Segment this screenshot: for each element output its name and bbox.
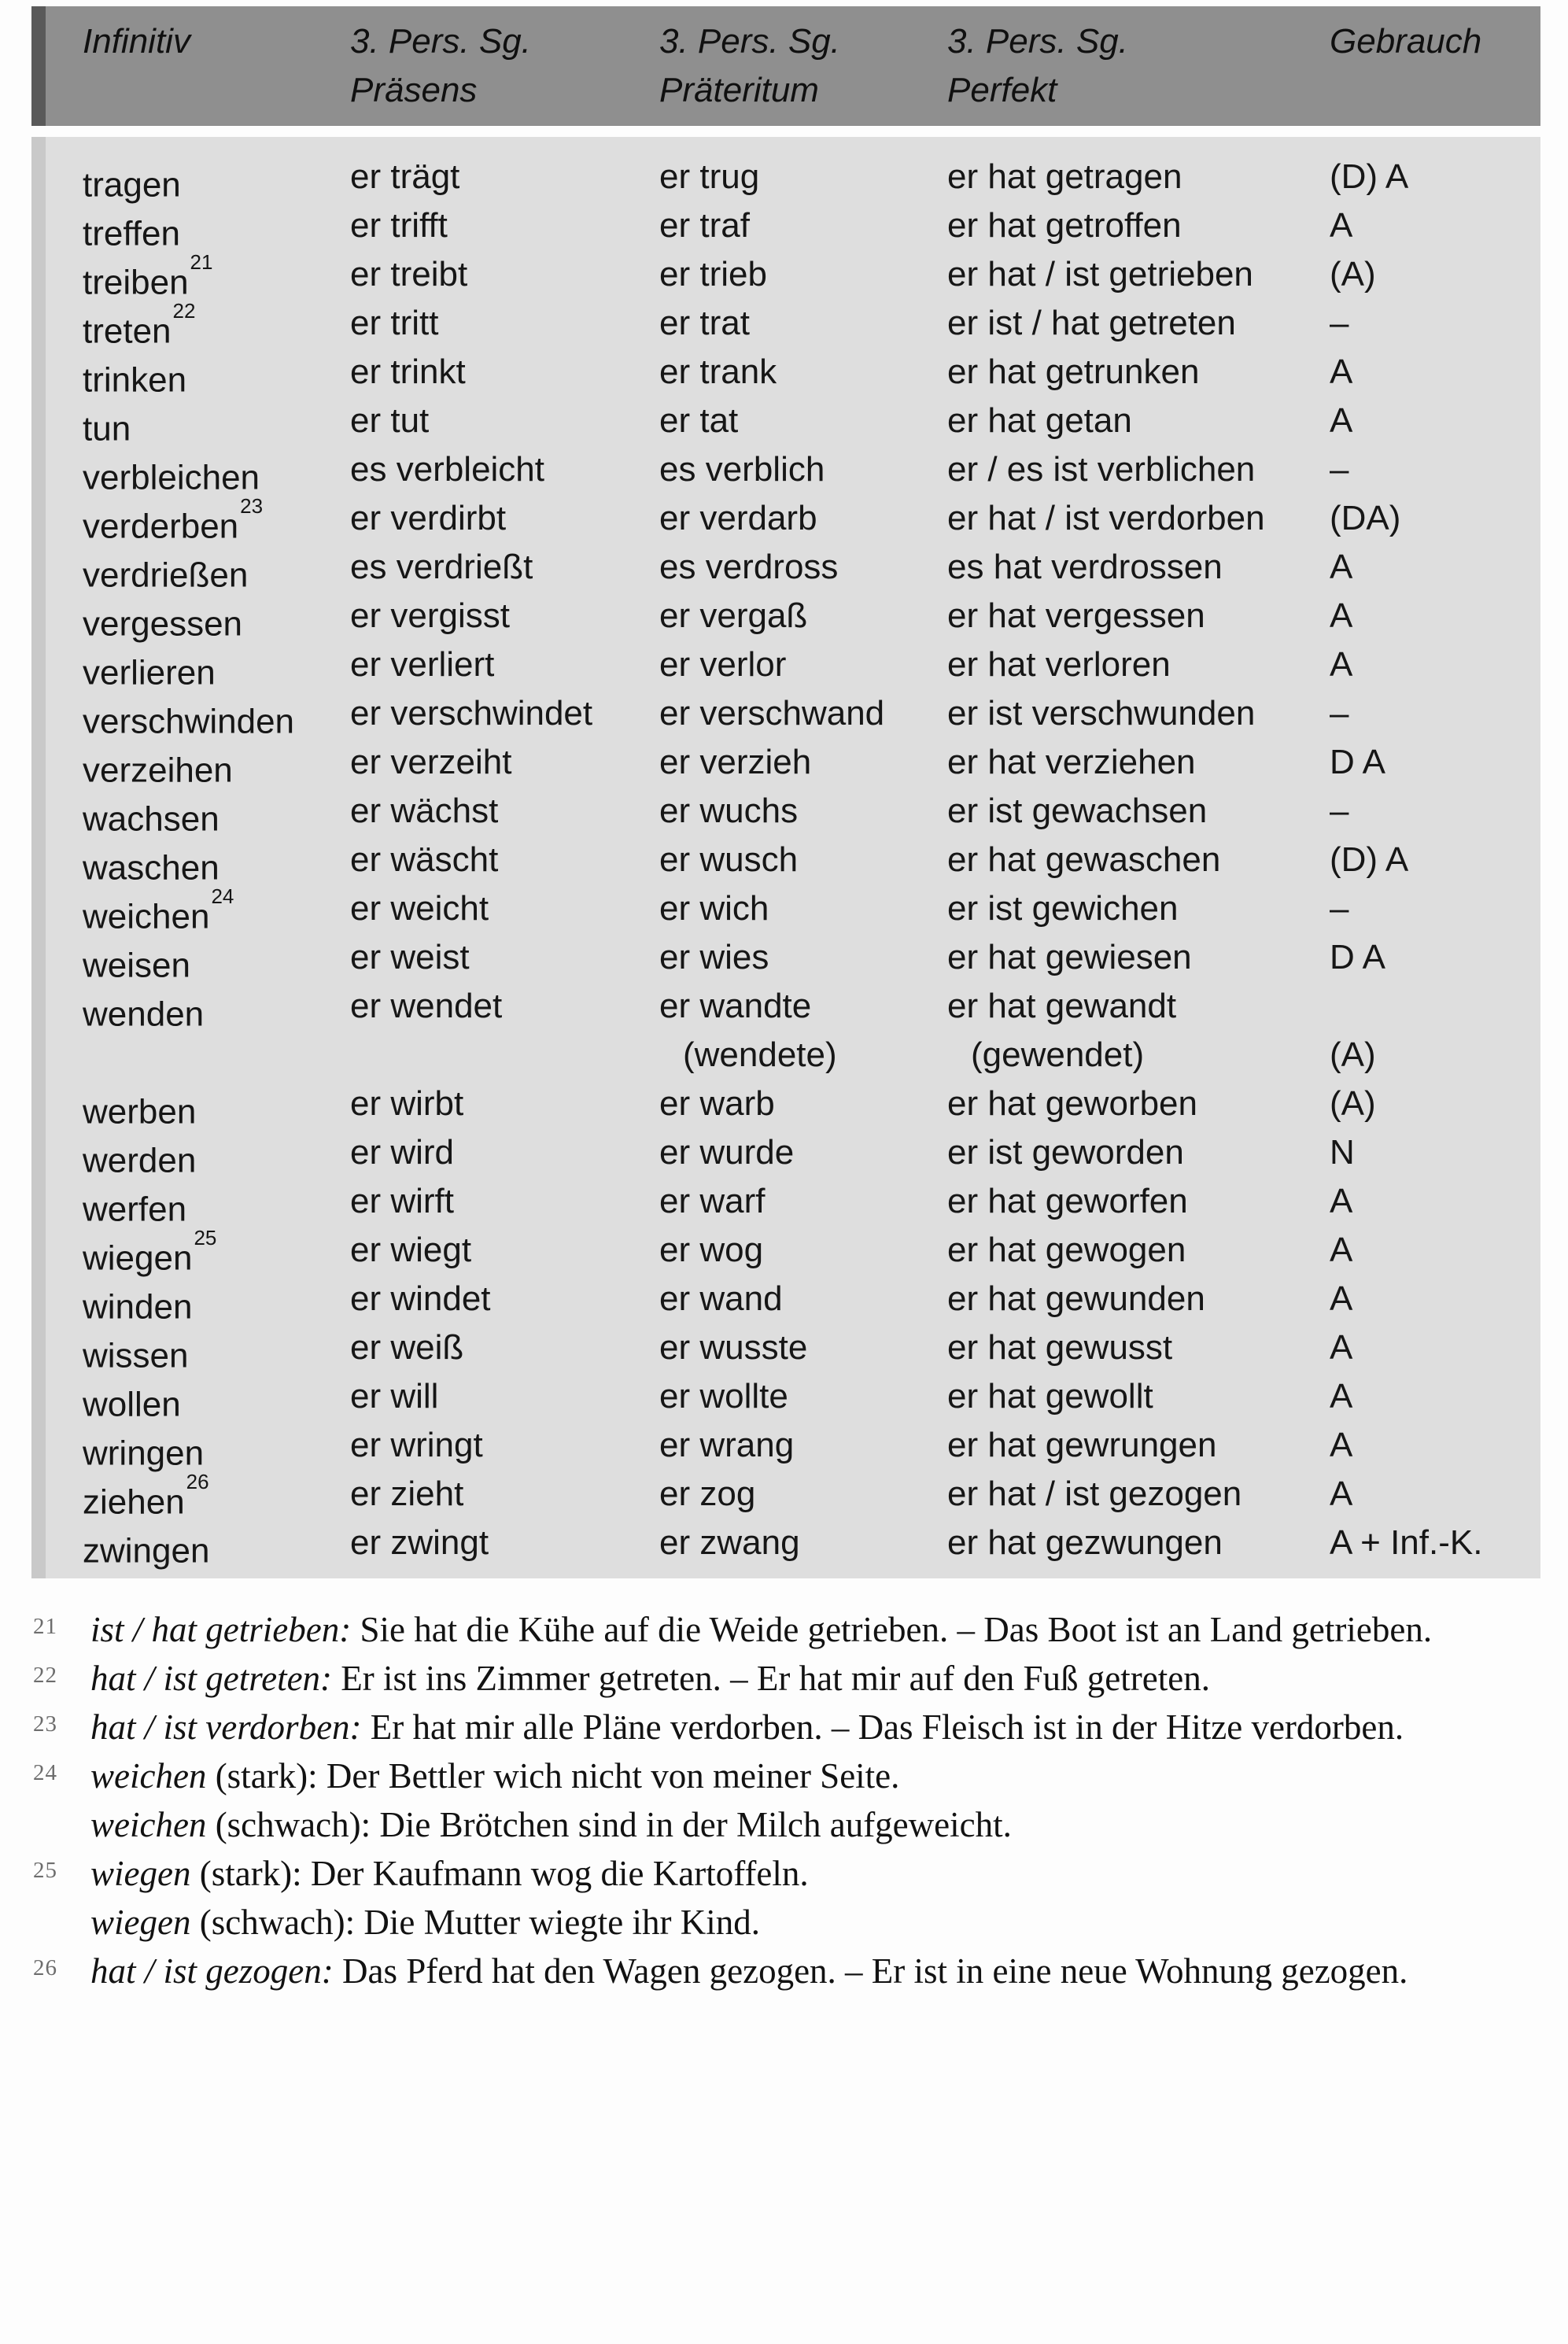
gebrauch-code: –	[1330, 889, 1349, 928]
praesens-form: er treibt	[350, 255, 468, 293]
table-row	[83, 592, 1540, 644]
infinitive-cell	[83, 1519, 350, 1576]
perfekt-form: er hat / ist getrieben	[947, 255, 1253, 293]
infinitive: wenden	[83, 995, 205, 1034]
praesens-form: er weiß	[350, 1328, 464, 1367]
footnote-lead-italic: hat / ist getreten:	[90, 1659, 333, 1698]
praeteritum-form: er wies	[659, 938, 769, 976]
header-line: 3. Pers. Sg.	[947, 22, 1128, 61]
infinitive: wiegen	[83, 1238, 193, 1278]
praeteritum-form: er warb	[659, 1084, 775, 1123]
praesens-form	[350, 1031, 659, 1080]
perfekt-form: er / es ist verblichen	[947, 450, 1256, 489]
infinitive: tun	[83, 409, 131, 448]
header-gebrauch	[1330, 17, 1540, 126]
footnote-text: (schwach): Die Mutter wiegte ihr Kind.	[190, 1903, 761, 1942]
praeteritum-form: er wusch	[659, 840, 799, 879]
gebrauch-code: A	[1330, 1475, 1353, 1513]
header-line: Infinitiv	[83, 22, 190, 61]
table-row	[83, 1275, 1540, 1327]
footnote-line	[90, 1849, 1536, 1898]
perfekt-form: er hat / ist verdorben	[947, 499, 1265, 537]
praeteritum-form: er traf	[659, 206, 750, 245]
footnote-body	[90, 1947, 1536, 1995]
praeteritum-form: er trat	[659, 304, 750, 342]
perfekt-form: er hat gezwungen	[947, 1523, 1223, 1562]
infinitive: vergessen	[83, 604, 243, 644]
praeteritum-form: er verzieh	[659, 743, 812, 781]
gebrauch-code: A	[1330, 1328, 1353, 1367]
footnote-number: 26	[33, 1955, 57, 1980]
praeteritum-form: er wrang	[659, 1426, 795, 1464]
perfekt-form: er hat gewaschen	[947, 840, 1221, 879]
praeteritum-form: er warf	[659, 1182, 766, 1220]
table-row	[83, 1177, 1540, 1229]
infinitive: verbleichen	[83, 458, 260, 497]
perfekt-form: er hat gewusst	[947, 1328, 1173, 1367]
gebrauch-code: A	[1330, 1377, 1353, 1416]
footnote-body	[90, 1849, 1536, 1947]
infinitive: zwingen	[83, 1531, 210, 1571]
footnote-line	[90, 1800, 1536, 1849]
infinitive: weichen	[83, 897, 210, 936]
praesens-form: er weicht	[350, 889, 489, 928]
praeteritum-form: er zog	[659, 1475, 756, 1513]
praesens-form: er wäscht	[350, 840, 499, 879]
praeteritum-form: er tat	[659, 401, 739, 440]
praesens-form: er will	[350, 1377, 439, 1416]
table-row	[83, 884, 1540, 936]
footnote-number: 22	[33, 1663, 57, 1688]
perfekt-form: er hat vergessen	[947, 596, 1205, 635]
header-perfekt	[947, 17, 1330, 126]
footnote-body	[90, 1605, 1536, 1654]
footnote-text: Er hat mir alle Pläne verdorben. – Das Fleisch ist in der Hitze verdorben.	[361, 1707, 1404, 1747]
header-line: Präteritum	[659, 71, 819, 109]
infinitive: werben	[83, 1092, 197, 1131]
table-row	[83, 1226, 1540, 1278]
header-line: Gebrauch	[1330, 22, 1482, 61]
infinitive: werden	[83, 1141, 197, 1180]
gebrauch-code: (A)	[1330, 1035, 1376, 1074]
footnote-lead-italic: wiegen	[90, 1903, 191, 1942]
infinitive: werfen	[83, 1190, 187, 1229]
infinitive: tragen	[83, 165, 181, 205]
gebrauch-code: A	[1330, 401, 1353, 440]
footnote-lead-italic: hat / ist verdorben:	[90, 1707, 362, 1747]
praeteritum-form: er verdarb	[659, 499, 817, 537]
praesens-form: es verdrießt	[350, 548, 533, 586]
perfekt-form: er hat gewandt	[947, 987, 1177, 1025]
header-praesens	[350, 17, 659, 126]
verb-table	[31, 6, 1540, 1578]
perfekt-form: er hat getrunken	[947, 353, 1200, 391]
perfekt-form: er hat getragen	[947, 157, 1182, 196]
footnote-text: (stark): Der Bettler wich nicht von meiner Seite.	[206, 1756, 900, 1796]
table-row	[83, 982, 1540, 1034]
infinitive: verlieren	[83, 653, 216, 692]
perfekt-form: er hat verloren	[947, 645, 1171, 684]
footnotes-section	[31, 1605, 1536, 1995]
infinitive: weisen	[83, 946, 190, 985]
table-row	[83, 933, 1540, 985]
perfekt-form: er hat geworben	[947, 1084, 1197, 1123]
infinitive: winden	[83, 1287, 193, 1327]
footnote-line	[90, 1752, 1536, 1800]
footnote-body	[90, 1654, 1536, 1703]
infinitive: waschen	[83, 848, 220, 888]
praesens-form: er trägt	[350, 157, 460, 196]
gebrauch-code: A	[1330, 645, 1353, 684]
header-infinitiv	[83, 17, 350, 126]
praesens-form: er wendet	[350, 987, 503, 1025]
table-row	[83, 1323, 1540, 1375]
header-line: 3. Pers. Sg.	[659, 22, 840, 61]
praesens-form: er vergisst	[350, 596, 510, 635]
footnote-line	[90, 1703, 1536, 1752]
gebrauch-code: (D) A	[1330, 840, 1409, 879]
infinitive: wringen	[83, 1434, 205, 1473]
table-row	[83, 640, 1540, 692]
footnote-ref: 21	[190, 250, 213, 274]
footnote-line	[90, 1654, 1536, 1703]
praeteritum-form: er wich	[659, 889, 769, 928]
perfekt-form: er hat gewunden	[947, 1279, 1205, 1318]
table-row	[83, 201, 1540, 253]
footnote-ref: 25	[194, 1226, 217, 1250]
perfekt-form: er ist verschwunden	[947, 694, 1256, 733]
praesens-form: er verdirbt	[350, 499, 507, 537]
footnote-lead-italic: ist / hat getrieben:	[90, 1610, 352, 1649]
praeteritum-form: er wuchs	[659, 792, 799, 830]
perfekt-form: er hat gewogen	[947, 1231, 1186, 1269]
footnote-line	[90, 1898, 1536, 1947]
table-row	[83, 153, 1540, 205]
gebrauch-code: –	[1330, 792, 1349, 830]
praesens-form: es verbleicht	[350, 450, 545, 489]
footnote-lead-italic: weichen	[90, 1805, 207, 1844]
footnote	[31, 1605, 1536, 1654]
gebrauch-code: A	[1330, 1426, 1353, 1464]
gebrauch-code: (D) A	[1330, 157, 1409, 196]
table-body	[31, 137, 1540, 1578]
praesens-form: er zieht	[350, 1475, 464, 1513]
infinitive: wissen	[83, 1336, 189, 1375]
footnote-lead-italic: wiegen	[90, 1854, 191, 1893]
perfekt-form: er hat getroffen	[947, 206, 1182, 245]
praesens-form: er wirft	[350, 1182, 454, 1220]
infinitive: treten	[83, 312, 172, 351]
table-header-row	[31, 6, 1540, 126]
perfekt-form: (gewendet)	[971, 1035, 1145, 1074]
table-row	[83, 1031, 1540, 1080]
perfekt-form: er ist gewichen	[947, 889, 1179, 928]
praeteritum-form: er wurde	[659, 1133, 795, 1172]
praeteritum-form: er trank	[659, 353, 777, 391]
header-line: 3. Pers. Sg.	[350, 22, 531, 61]
gebrauch-code: A	[1330, 548, 1353, 586]
gebrauch-code: (A)	[1330, 255, 1376, 293]
gebrauch-code: N	[1330, 1133, 1355, 1172]
infinitive: ziehen	[83, 1482, 185, 1522]
gebrauch-code: A + Inf.-K.	[1330, 1523, 1483, 1562]
infinitive: verschwinden	[83, 702, 295, 741]
gebrauch-code: A	[1330, 1231, 1353, 1269]
praeteritum-form: er wog	[659, 1231, 764, 1269]
footnote	[31, 1752, 1536, 1849]
perfekt-form: er ist / hat getreten	[947, 304, 1236, 342]
gebrauch-code: (A)	[1330, 1084, 1376, 1123]
table-row	[83, 787, 1540, 839]
table-row	[83, 348, 1540, 400]
footnote-text: Sie hat die Kühe auf die Weide getrieben. – Das Boot ist an Land getrieben.	[351, 1610, 1433, 1649]
table-row	[83, 1128, 1540, 1180]
gebrauch-code: –	[1330, 304, 1349, 342]
infinitive: verzeihen	[83, 751, 233, 790]
praesens-form: er wird	[350, 1133, 455, 1172]
praesens-form: er verzeiht	[350, 743, 512, 781]
infinitive-cell	[83, 1031, 350, 1080]
footnote-number: 25	[33, 1858, 57, 1883]
praesens-form: er weist	[350, 938, 470, 976]
table-row	[83, 1519, 1540, 1571]
perfekt-form: er hat gewrungen	[947, 1426, 1217, 1464]
infinitive: wachsen	[83, 799, 220, 839]
praeteritum-form: er wand	[659, 1279, 783, 1318]
praeteritum-form: er verlor	[659, 645, 787, 684]
footnote-lead-italic: weichen	[90, 1756, 207, 1796]
praeteritum-form: er wusste	[659, 1328, 808, 1367]
praeteritum-form: er trug	[659, 157, 760, 196]
praeteritum-form: er zwang	[659, 1523, 800, 1562]
gebrauch-code: A	[1330, 1182, 1353, 1220]
praeteritum-form: er trieb	[659, 255, 767, 293]
table-row	[83, 250, 1540, 302]
header-praeteritum	[659, 17, 947, 126]
perfekt-form: er hat gewiesen	[947, 938, 1192, 976]
praesens-form: er tut	[350, 401, 430, 440]
praesens-form: er trinkt	[350, 353, 466, 391]
header-line: Präsens	[350, 71, 478, 109]
perfekt-form: er ist gewachsen	[947, 792, 1208, 830]
footnote-lead-italic: hat / ist gezogen:	[90, 1951, 334, 1991]
perfekt-form: er hat verziehen	[947, 743, 1196, 781]
footnote-ref: 22	[172, 299, 196, 323]
praeteritum-form: (wendete)	[683, 1035, 837, 1074]
table-row	[83, 738, 1540, 790]
footnote-ref: 26	[186, 1470, 209, 1493]
table-row	[83, 1372, 1540, 1424]
footnote	[31, 1947, 1536, 1995]
gebrauch-code: D A	[1330, 938, 1385, 976]
footnote-number: 21	[33, 1614, 57, 1639]
praesens-form: er verschwindet	[350, 694, 593, 733]
praesens-form: er wirbt	[350, 1084, 464, 1123]
praeteritum-form: er wollte	[659, 1377, 788, 1416]
perfekt-form: er hat geworfen	[947, 1182, 1188, 1220]
perfekt-form: er ist geworden	[947, 1133, 1184, 1172]
table-row	[83, 397, 1540, 448]
gebrauch-code: (DA)	[1330, 499, 1401, 537]
perfekt-form: er hat gewollt	[947, 1377, 1153, 1416]
praesens-form: er wringt	[350, 1426, 483, 1464]
praeteritum-form: es verdross	[659, 548, 839, 586]
table-row	[83, 689, 1540, 741]
praesens-form: er zwingt	[350, 1523, 489, 1562]
footnote-text: Das Pferd hat den Wagen gezogen. – Er ist in eine neue Wohnung gezogen.	[333, 1951, 1408, 1991]
footnote-ref: 24	[211, 884, 234, 908]
infinitive: wollen	[83, 1385, 181, 1424]
infinitive: verdrießen	[83, 556, 249, 595]
footnote-ref: 23	[240, 494, 264, 518]
praeteritum-form: er vergaß	[659, 596, 808, 635]
footnote-body	[90, 1703, 1536, 1752]
infinitive: treiben	[83, 263, 189, 302]
footnote-number: 24	[33, 1760, 57, 1785]
infinitive: trinken	[83, 360, 187, 400]
table-row	[83, 445, 1540, 497]
footnote-text: (schwach): Die Brötchen sind in der Milch aufgeweicht.	[206, 1805, 1012, 1844]
footnote-text: Er ist ins Zimmer getreten. – Er hat mir auf den Fuß getreten.	[332, 1659, 1210, 1698]
perfekt-form: es hat verdrossen	[947, 548, 1223, 586]
header-line: Perfekt	[947, 71, 1057, 109]
gebrauch-code: A	[1330, 1279, 1353, 1318]
infinitive: treffen	[83, 214, 180, 253]
gebrauch-code: D A	[1330, 743, 1385, 781]
table-row	[83, 543, 1540, 595]
perfekt-form: er hat getan	[947, 401, 1132, 440]
table-row	[83, 836, 1540, 888]
table-row	[83, 1080, 1540, 1131]
praesens-form: er tritt	[350, 304, 439, 342]
praeteritum-form: er wandte	[659, 987, 812, 1025]
praeteritum-form: er verschwand	[659, 694, 885, 733]
praesens-form: er verliert	[350, 645, 495, 684]
footnote-line	[90, 1605, 1536, 1654]
praesens-form: er windet	[350, 1279, 491, 1318]
gebrauch-code: A	[1330, 353, 1353, 391]
gebrauch-code: –	[1330, 450, 1349, 489]
infinitive: verderben	[83, 507, 239, 546]
gebrauch-code: –	[1330, 694, 1349, 733]
table-row	[83, 1470, 1540, 1522]
footnote	[31, 1849, 1536, 1947]
footnote-line	[90, 1947, 1536, 1995]
footnote-body	[90, 1752, 1536, 1849]
praesens-form: er wiegt	[350, 1231, 472, 1269]
praeteritum-form: es verblich	[659, 450, 825, 489]
table-row	[83, 1421, 1540, 1473]
gebrauch-code: A	[1330, 206, 1353, 245]
footnote-text: (stark): Der Kaufmann wog die Kartoffeln.	[190, 1854, 809, 1893]
table-row	[83, 299, 1540, 351]
praesens-form: er wächst	[350, 792, 499, 830]
table-row	[83, 494, 1540, 546]
gebrauch-code: A	[1330, 596, 1353, 635]
footnote	[31, 1654, 1536, 1703]
perfekt-form: er hat / ist gezogen	[947, 1475, 1242, 1513]
footnote	[31, 1703, 1536, 1752]
praesens-form: er trifft	[350, 206, 448, 245]
footnote-number: 23	[33, 1711, 57, 1737]
